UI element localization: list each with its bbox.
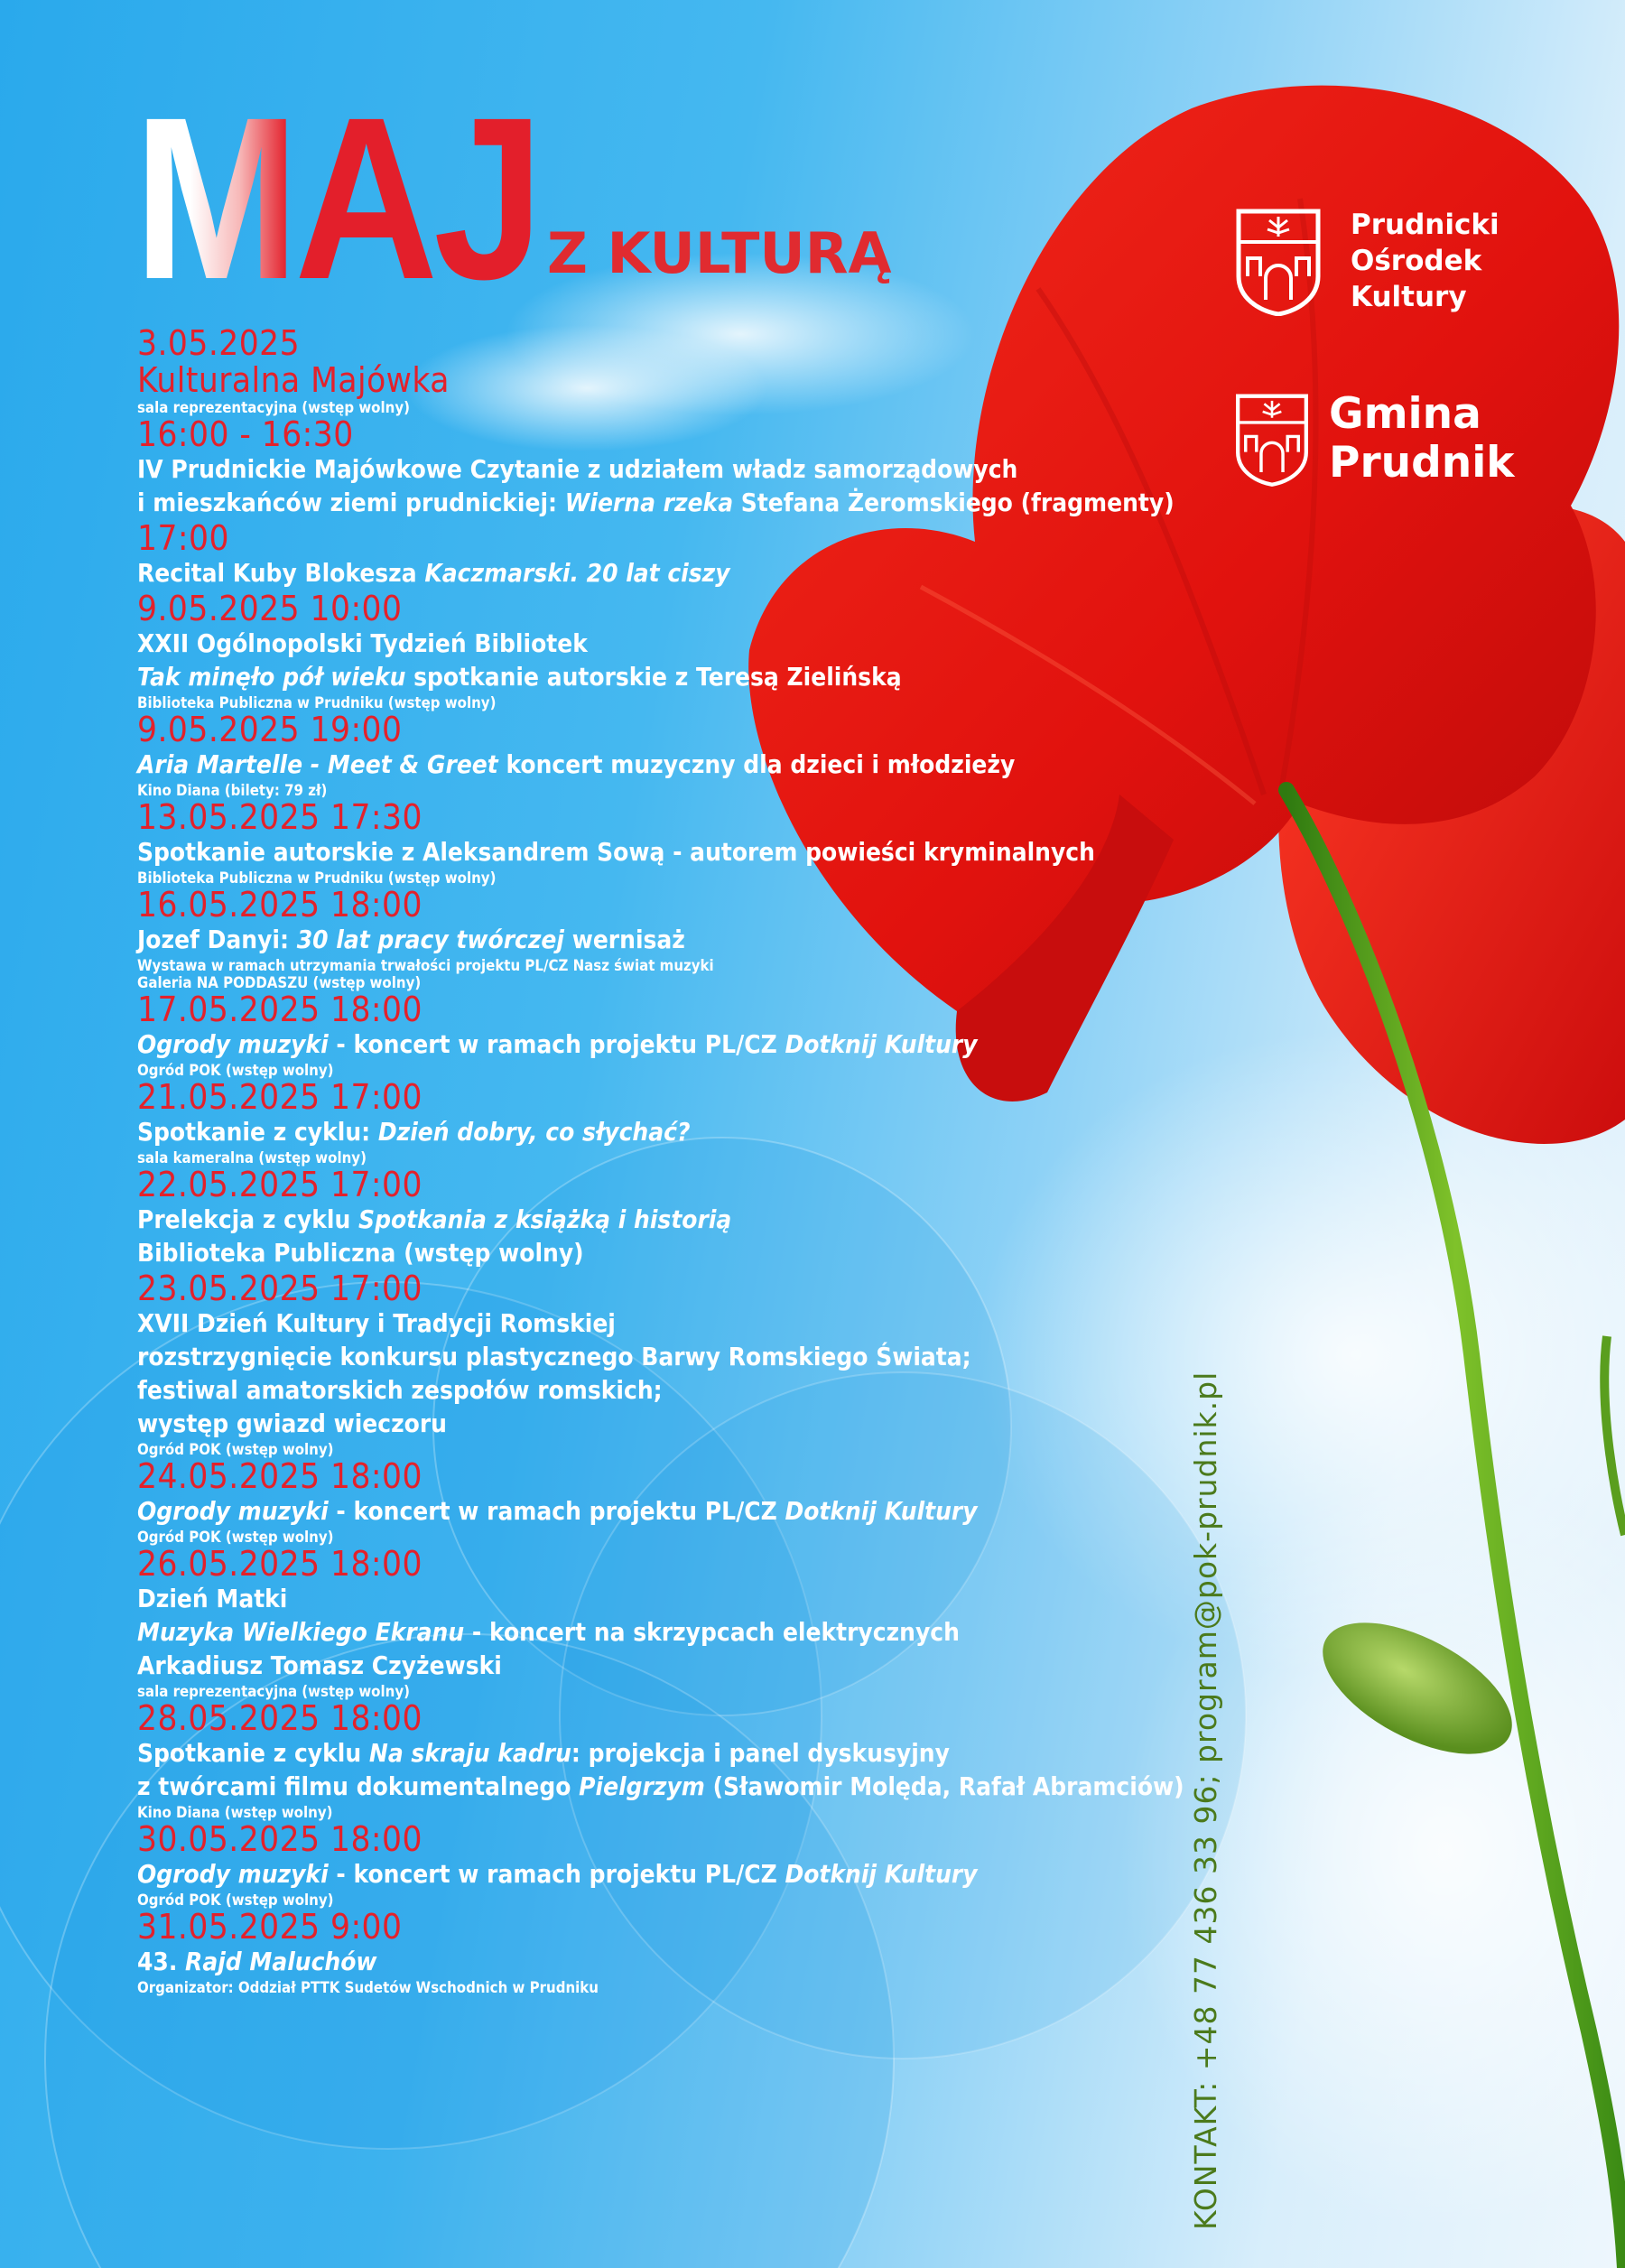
event-description — [137, 627, 1082, 661]
text-fragment: Prelekcja z cyklu — [137, 1205, 359, 1234]
event-description — [137, 1237, 1082, 1270]
text-fragment: XXII Ogólnopolski Tydzień Bibliotek — [137, 629, 588, 658]
text-fragment: sala reprezentacyjna (wstęp wolny) — [137, 399, 410, 416]
text-fragment: sala reprezentacyjna (wstęp wolny) — [137, 1683, 410, 1700]
event-item — [137, 1270, 1082, 1458]
event-description — [137, 661, 1082, 694]
event-title — [137, 362, 1082, 399]
italic-title: Ogrody muzyki — [137, 1860, 329, 1889]
event-description — [137, 836, 1095, 869]
title-maj: MAJ — [134, 70, 540, 328]
event-description — [137, 1583, 1082, 1616]
event-item — [137, 991, 1082, 1079]
event-description — [137, 487, 1175, 520]
italic-title: Dzień dobry, co słychać? — [377, 1118, 691, 1147]
text-fragment: Jozef Danyi: — [137, 925, 297, 954]
event-description — [137, 1116, 1082, 1149]
text-fragment: występ gwiazd wieczoru — [137, 1409, 447, 1438]
italic-title: Muzyka Wielkiego Ekranu — [137, 1618, 465, 1647]
text-fragment: XVII Dzień Kultury i Tradycji Romskiej — [137, 1309, 616, 1338]
italic-title: Na skraju kadru — [368, 1739, 571, 1768]
text-fragment: wernisaż — [563, 925, 685, 954]
event-description — [137, 1495, 1082, 1529]
text-fragment: Ogród POK (wstęp wolny) — [137, 1062, 334, 1079]
event-date: 22.05.2025 17:00 — [137, 1165, 422, 1204]
text-fragment: Dzień Matki — [137, 1585, 288, 1613]
event-description — [137, 748, 1082, 782]
text-fragment: Spotkanie z cyklu — [137, 1739, 369, 1768]
italic-title: Dotknij Kultury — [785, 1860, 978, 1889]
text-fragment: - koncert w ramach projektu PL/CZ — [328, 1030, 785, 1059]
event-date: 21.05.2025 17:00 — [137, 1077, 422, 1117]
event-description — [137, 1307, 1082, 1341]
event-description — [137, 1616, 1082, 1650]
italic-title: Ogrody muzyki — [137, 1497, 329, 1526]
event-venue — [137, 957, 1082, 974]
text-fragment: Galeria NA PODDASZU (wstęp wolny) — [137, 974, 422, 991]
text-fragment: spotkanie autorskie z Teresą Zielińską — [405, 663, 902, 692]
text-fragment: festiwal amatorskich zespołów romskich; — [137, 1376, 663, 1405]
event-description — [137, 1946, 1082, 1979]
italic-title: Tak minęło pół wieku — [137, 663, 406, 692]
text-fragment: - koncert w ramach projektu PL/CZ — [328, 1860, 785, 1889]
event-date: 3.05.2025 — [137, 323, 301, 363]
text-fragment: koncert muzyczny dla dzieci i młodzieży — [497, 750, 1016, 779]
coat-of-arms-icon — [1233, 206, 1323, 316]
title-subtitle: Z KULTURĄ — [547, 220, 892, 286]
text-fragment: 16:00 - 16:30 — [137, 414, 354, 454]
event-date: 17.05.2025 18:00 — [137, 990, 422, 1029]
event-date: 13.05.2025 17:30 — [137, 797, 422, 837]
text-fragment: Spotkanie autorskie z Aleksandrem Sową - autorem powieści kryminalnych — [137, 838, 1095, 867]
event-item — [137, 711, 1082, 799]
text-fragment: (Sławomir Molęda, Rafał Abramciów) — [704, 1772, 1184, 1801]
text-fragment: 43. — [137, 1947, 186, 1976]
logo-gmina-line: Prudnik — [1329, 438, 1515, 488]
text-fragment: Biblioteka Publiczna (wstęp wolny) — [137, 1239, 584, 1268]
event-program — [137, 323, 1184, 1996]
text-fragment: Kino Diana (wstęp wolny) — [137, 1804, 333, 1821]
logo-gmina-line: Gmina — [1329, 389, 1481, 439]
event-venue — [137, 1979, 1082, 1996]
text-fragment: Organizator: Oddział PTTK Sudetów Wschodnich w Prudniku — [137, 1979, 599, 1996]
event-date: 23.05.2025 17:00 — [137, 1269, 422, 1308]
text-fragment: z twórcami filmu dokumentalnego — [137, 1772, 580, 1801]
text-fragment: rozstrzygnięcie konkursu plastycznego Barwy Romskiego Świata; — [137, 1343, 971, 1371]
text-fragment: Kulturalna Majówka — [137, 360, 450, 400]
logo-pok-line: Prudnicki — [1351, 208, 1500, 241]
event-date: 31.05.2025 9:00 — [137, 1907, 403, 1947]
italic-title: Pielgrzym — [579, 1772, 705, 1801]
event-item — [137, 1546, 1082, 1700]
text-fragment: Wystawa w ramach utrzymania trwałości projektu PL/CZ Nasz świat muzyki — [137, 957, 714, 974]
event-description — [137, 1858, 1082, 1892]
coat-of-arms-icon — [1233, 391, 1311, 487]
event-description — [137, 1028, 1082, 1062]
text-fragment: sala kameralna (wstęp wolny) — [137, 1149, 367, 1167]
text-fragment: : projekcja i panel dyskusyjny — [571, 1739, 950, 1768]
event-time — [137, 520, 1082, 557]
italic-title: Spotkania z książką i historią — [358, 1205, 732, 1234]
logo-pok-line: Ośrodek — [1351, 244, 1482, 277]
event-description — [137, 1737, 1082, 1771]
text-fragment: 17:00 — [137, 518, 229, 558]
event-item — [137, 887, 1082, 991]
italic-title: Wierna rzeka — [564, 488, 734, 517]
italic-title: Kaczmarski. 20 lat ciszy — [424, 559, 730, 588]
event-date: 9.05.2025 19:00 — [137, 710, 403, 749]
text-fragment: Stefana Żeromskiego (fragmenty) — [733, 488, 1175, 517]
event-date: 16.05.2025 18:00 — [137, 885, 422, 925]
event-description — [137, 1341, 1082, 1374]
text-fragment: IV Prudnickie Majówkowe Czytanie z udziałem władz samorządowych — [137, 455, 1018, 484]
text-fragment: Ogród POK (wstęp wolny) — [137, 1892, 334, 1909]
text-fragment: Recital Kuby Blokesza — [137, 559, 425, 588]
event-description — [137, 1650, 1082, 1683]
event-date: 26.05.2025 18:00 — [137, 1544, 422, 1584]
event-date: 9.05.2025 10:00 — [137, 589, 403, 628]
event-description — [137, 557, 1082, 590]
event-item — [137, 1079, 1082, 1167]
text-fragment: Ogród POK (wstęp wolny) — [137, 1529, 334, 1546]
event-date: 24.05.2025 18:00 — [137, 1456, 422, 1496]
logo-prudnicki-osrodek-kultury[interactable] — [1233, 206, 1531, 316]
text-fragment: i mieszkańców ziemi prudnickiej: — [137, 488, 565, 517]
event-description — [137, 1204, 1082, 1237]
event-description — [137, 924, 1082, 957]
event-item — [137, 1167, 1082, 1270]
event-item — [137, 1821, 1082, 1909]
italic-title: Dotknij Kultury — [785, 1030, 978, 1059]
text-fragment: Biblioteka Publiczna w Prudniku (wstęp wolny) — [137, 869, 497, 887]
event-date: 30.05.2025 18:00 — [137, 1819, 422, 1859]
text-fragment: Ogród POK (wstęp wolny) — [137, 1441, 334, 1458]
event-description — [137, 453, 1082, 487]
event-item — [137, 797, 1095, 887]
text-fragment: Spotkanie z cyklu: — [137, 1118, 378, 1147]
event-time — [137, 416, 1082, 453]
event-item — [137, 590, 1082, 711]
text-fragment: Biblioteka Publiczna w Prudniku (wstęp wolny) — [137, 694, 497, 711]
italic-title: Rajd Maluchów — [185, 1947, 377, 1976]
event-item — [137, 1698, 1184, 1821]
event-item — [137, 1458, 1082, 1546]
italic-title: 30 lat pracy twórczej — [296, 925, 564, 954]
text-fragment: - koncert na skrzypcach elektrycznych — [464, 1618, 960, 1647]
event-item — [137, 323, 1175, 590]
event-description — [137, 1408, 1082, 1441]
event-date: 28.05.2025 18:00 — [137, 1698, 422, 1738]
text-fragment: Kino Diana (bilety: 79 zł) — [137, 782, 328, 799]
logo-gmina-prudnik[interactable] — [1233, 390, 1528, 488]
logo-pok-line: Kultury — [1351, 281, 1467, 314]
italic-title: Dotknij Kultury — [785, 1497, 978, 1526]
contact-info: KONTAKT: +48 77 436 33 96; program@pok-prudnik.pl — [1188, 1371, 1223, 2230]
event-item — [137, 1909, 1082, 1996]
italic-title: Ogrody muzyki — [137, 1030, 329, 1059]
event-description — [137, 1771, 1184, 1804]
text-fragment: Arkadiusz Tomasz Czyżewski — [137, 1651, 502, 1680]
italic-title: Aria Martelle - Meet & Greet — [137, 750, 498, 779]
event-description — [137, 1374, 1082, 1408]
text-fragment: - koncert w ramach projektu PL/CZ — [328, 1497, 785, 1526]
